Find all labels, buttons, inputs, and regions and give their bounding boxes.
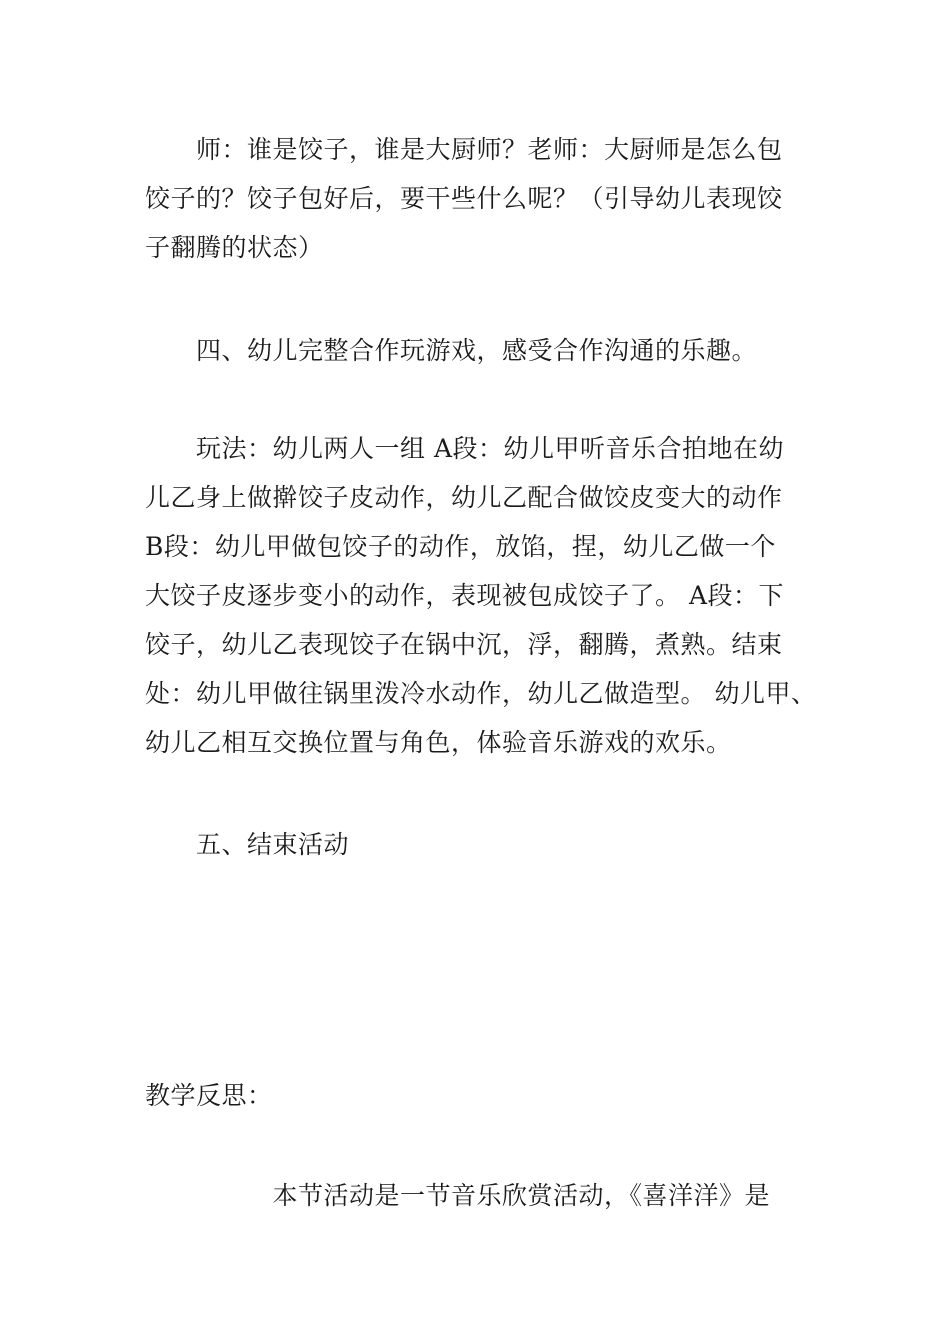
text-line: 大饺子皮逐步变小的动作，表现被包成饺子了。 A段：下 — [145, 581, 785, 610]
text-line: 儿乙身上做擀饺子皮动作，幼儿乙配合做饺皮变大的动作 — [145, 483, 783, 512]
text-line: 本节活动是一节音乐欣赏活动，《喜洋洋》是 — [145, 1181, 771, 1210]
text-line: 饺子的？饺子包好后，要干些什么呢？（引导幼儿表现饺 — [145, 184, 783, 213]
text-line: 子翻腾的状态） — [145, 233, 324, 262]
text-line: 幼儿乙相互交换位置与角色，体验音乐游戏的欢乐。 — [145, 728, 732, 757]
text-line: 四、幼儿完整合作玩游戏，感受合作沟通的乐趣。 — [145, 336, 758, 365]
text-line: B段：幼儿甲做包饺子的动作，放馅，捏，幼儿乙做一个 — [145, 532, 776, 561]
text-line: 师：谁是饺子，谁是大厨师？老师：大厨师是怎么包 — [145, 135, 783, 164]
text-line: 教学反思： — [145, 1081, 273, 1110]
text-line: 饺子，幼儿乙表现饺子在锅中沉，浮，翻腾，煮熟。结束 — [145, 630, 783, 659]
text-line: 五、结束活动 — [145, 830, 350, 859]
text-line: 处：幼儿甲做往锅里泼冷水动作，幼儿乙做造型。 幼儿甲、 — [145, 679, 817, 708]
text-line: 玩法：幼儿两人一组 A段：幼儿甲听音乐合拍地在幼 — [145, 434, 785, 463]
